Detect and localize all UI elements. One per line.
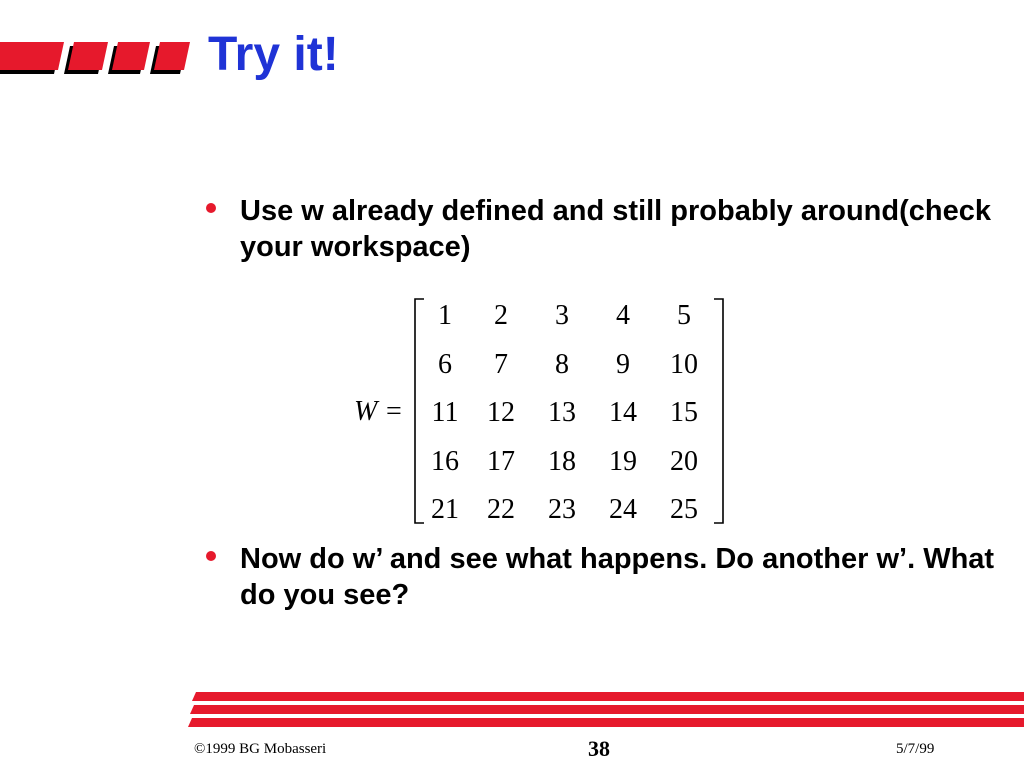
matrix-cell: 16 <box>431 445 459 477</box>
matrix-cell: 18 <box>548 445 576 477</box>
matrix-grid <box>420 292 715 535</box>
matrix-cell: 17 <box>487 445 515 477</box>
matrix-cell: 2 <box>494 300 508 332</box>
matrix-cell: 12 <box>487 397 515 429</box>
matrix-cell: 25 <box>670 494 698 526</box>
matrix-cell: 5 <box>677 300 691 332</box>
matrix-cell: 13 <box>548 397 576 429</box>
bullet-dot-icon <box>206 551 216 561</box>
matrix-cell: 23 <box>548 494 576 526</box>
matrix-cell: 4 <box>616 300 630 332</box>
matrix-cell: 10 <box>670 348 698 380</box>
matrix-equals-sign: = <box>386 396 402 427</box>
footer-stripes <box>188 690 1024 728</box>
bullet-item <box>206 193 996 265</box>
slide-title: Try it! <box>208 28 339 81</box>
matrix-cell: 20 <box>670 445 698 477</box>
matrix-cell: 6 <box>438 348 452 380</box>
matrix-cell: 1 <box>438 300 452 332</box>
matrix-cell: 8 <box>555 348 569 380</box>
matrix-cell: 9 <box>616 348 630 380</box>
bullet-text: Use w already defined and still probably around(check your workspace) <box>240 195 991 263</box>
bullet-item <box>206 541 996 613</box>
matrix-cell: 24 <box>609 494 637 526</box>
matrix-label: W <box>354 396 378 427</box>
matrix-cell: 15 <box>670 397 698 429</box>
bullet-dot-icon <box>206 203 216 213</box>
logo-bars <box>0 40 190 80</box>
bullet-text: Now do w’ and see what happens. Do another w’. What do you see? <box>240 543 995 611</box>
footer-date: 5/7/99 <box>896 741 935 757</box>
footer-page-number: 38 <box>588 736 610 761</box>
matrix-cell: 11 <box>431 397 459 429</box>
matrix-cell: 14 <box>609 397 637 429</box>
matrix-cell: 7 <box>494 348 508 380</box>
matrix-cell: 21 <box>431 494 459 526</box>
matrix-cell: 22 <box>487 494 515 526</box>
footer-copyright: ©1999 BG Mobasseri <box>194 741 327 757</box>
matrix-cell: 19 <box>609 445 637 477</box>
matrix-cell: 3 <box>555 300 569 332</box>
